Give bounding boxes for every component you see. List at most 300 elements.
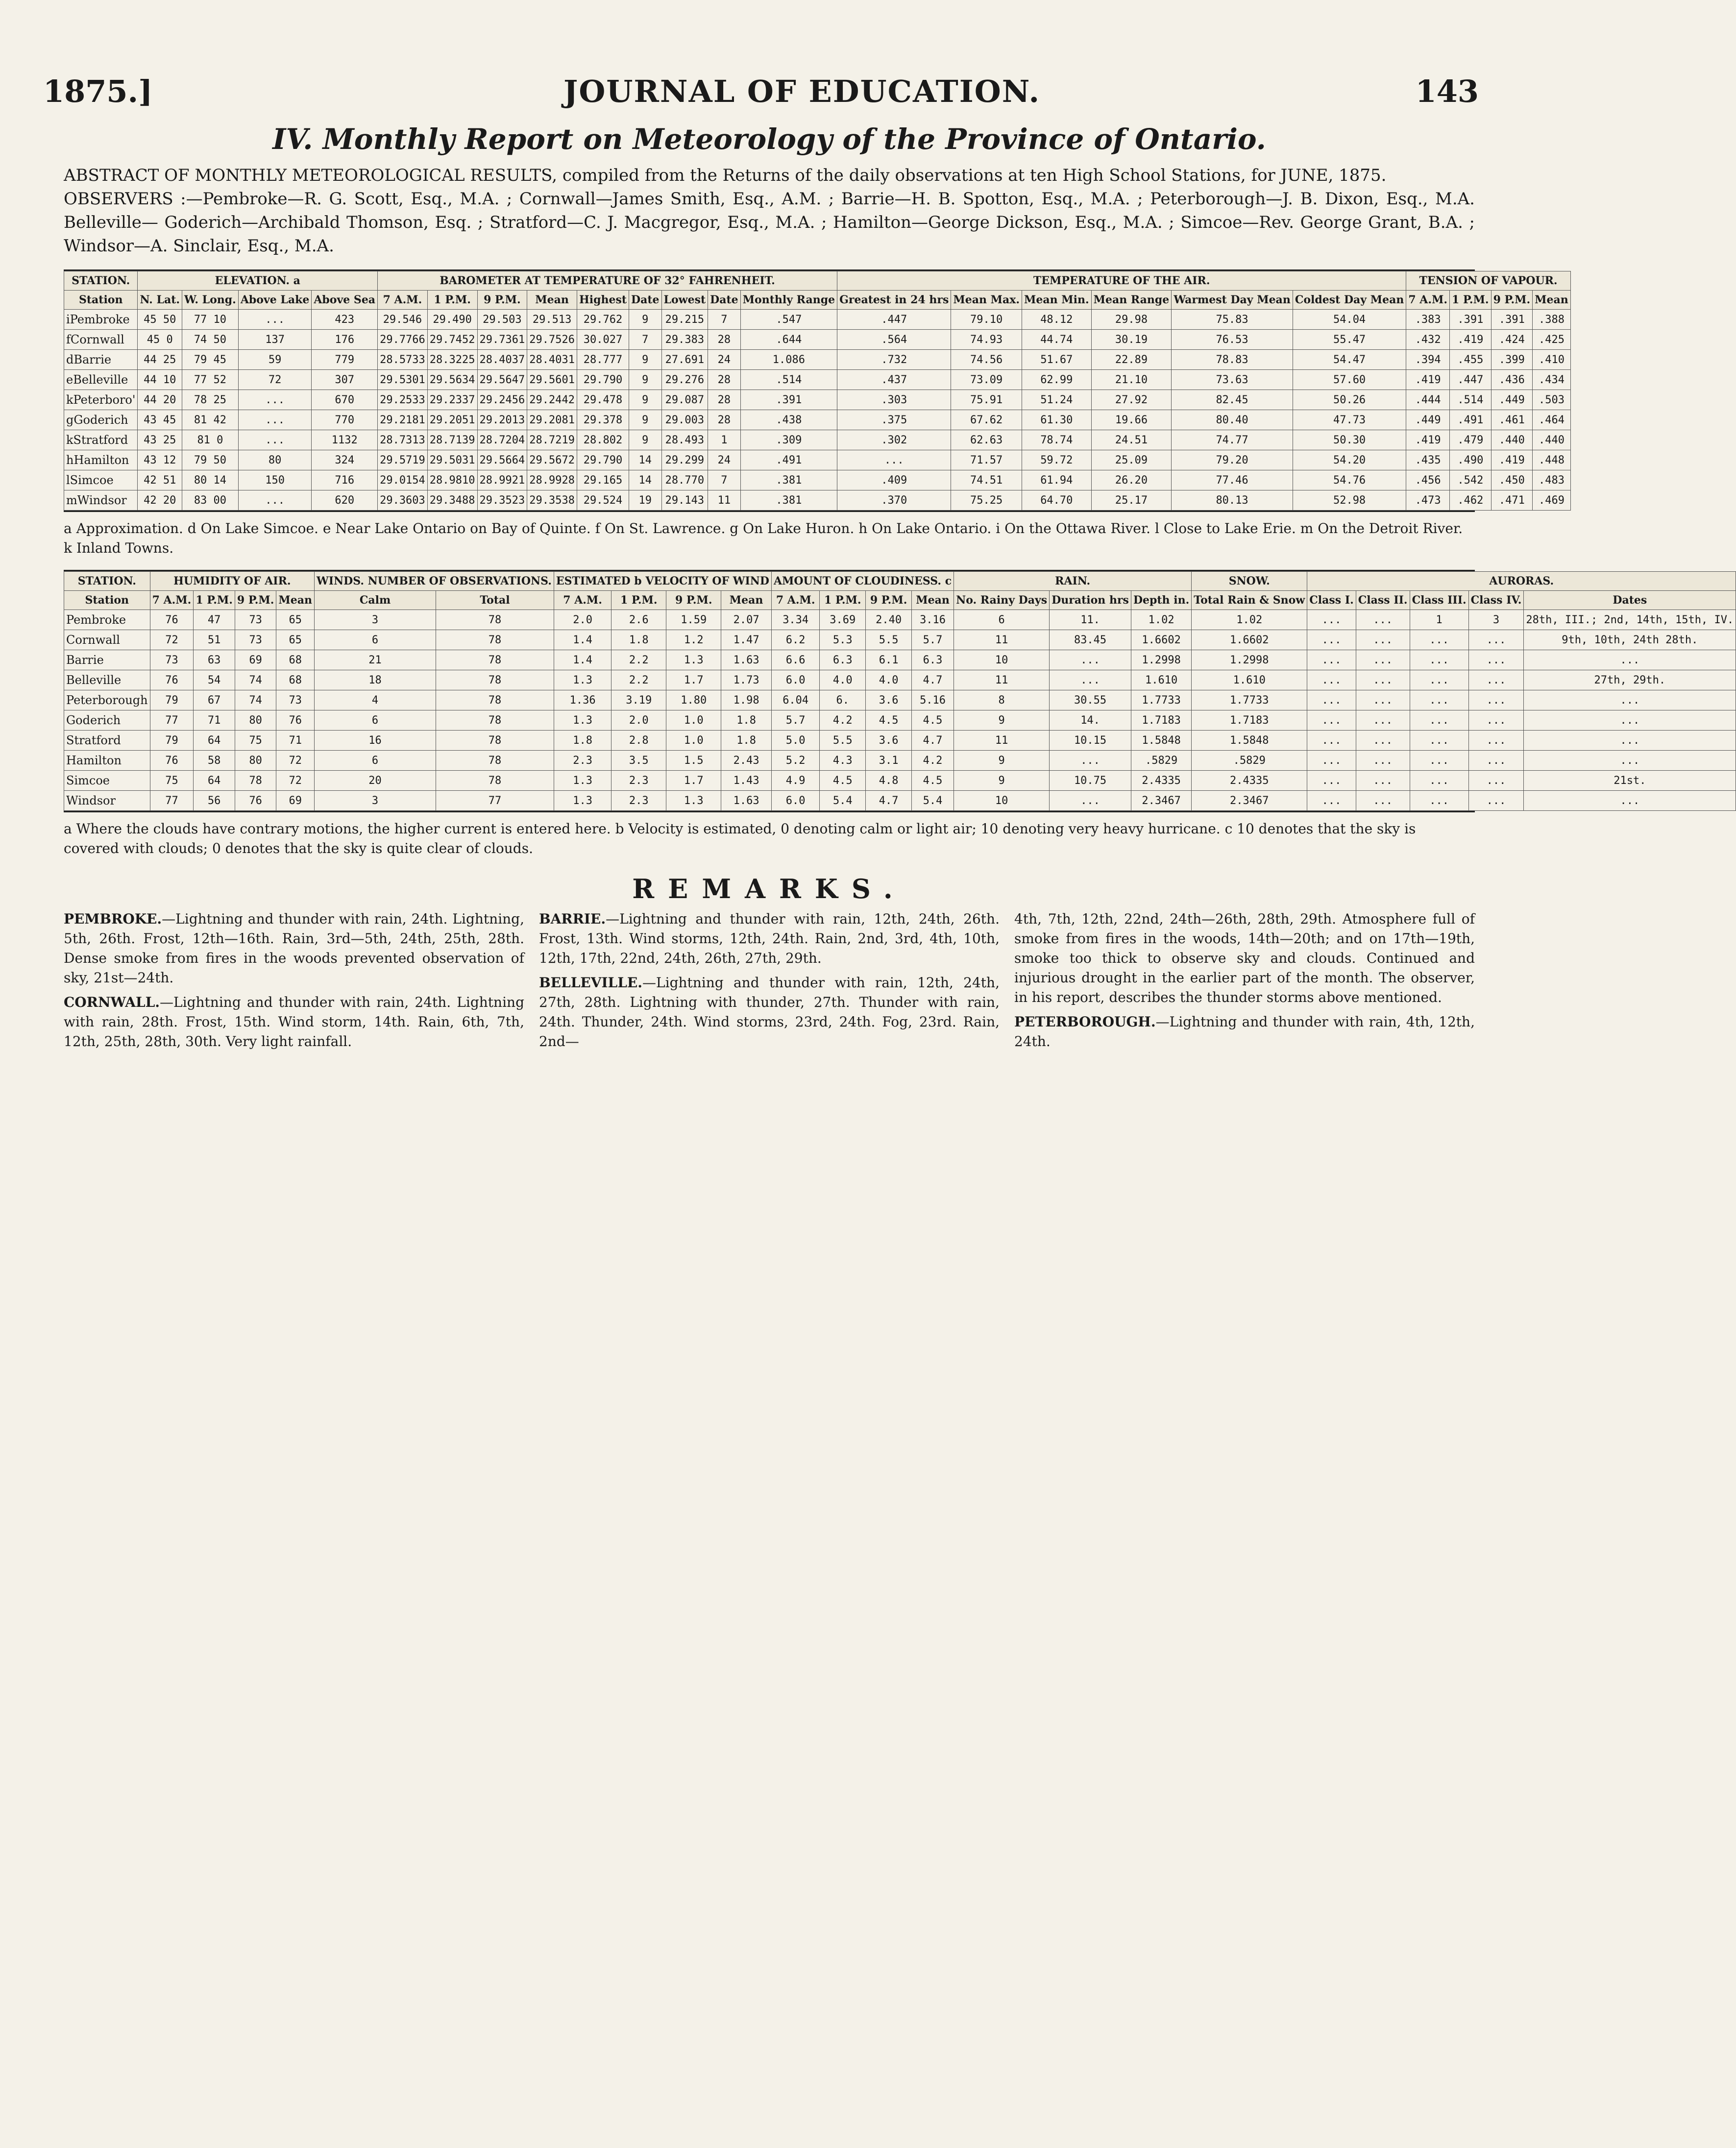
data-cell: .469 xyxy=(1533,490,1571,511)
data-cell: 1.0 xyxy=(666,710,721,731)
remarks-station-name: CORNWALL. xyxy=(64,994,160,1010)
data-cell: 82.45 xyxy=(1172,390,1293,410)
data-cell: 54.47 xyxy=(1293,350,1406,370)
data-cell: 3.19 xyxy=(611,690,666,710)
data-cell: 6 xyxy=(315,710,436,731)
table1-column-header: Date xyxy=(629,291,662,310)
data-cell: .419 xyxy=(1406,370,1450,390)
data-cell: ... xyxy=(1307,751,1356,771)
data-cell: 47.73 xyxy=(1293,410,1406,430)
data-cell: 11 xyxy=(708,490,741,511)
data-cell: 76 xyxy=(150,751,194,771)
table2-group-cloudiness: AMOUNT OF CLOUDINESS. c xyxy=(771,572,954,591)
data-cell: 76.53 xyxy=(1172,330,1293,350)
remarks-column-3 xyxy=(1014,909,1475,1056)
data-cell: 29.2442 xyxy=(527,390,577,410)
table2-column-header-row xyxy=(64,591,1736,610)
data-cell: 69 xyxy=(276,791,315,811)
remarks-station-name: PEMBROKE. xyxy=(64,911,162,927)
data-cell: 1.7 xyxy=(666,670,721,690)
data-cell: ... xyxy=(1410,650,1468,670)
data-cell: 29.3523 xyxy=(477,490,527,511)
table1-column-header: 1 P.M. xyxy=(427,291,477,310)
data-cell: ... xyxy=(1356,751,1410,771)
data-cell: ... xyxy=(1410,630,1468,650)
data-cell: .419 xyxy=(1406,430,1450,450)
table1-column-header: Highest xyxy=(577,291,629,310)
data-cell: .5829 xyxy=(1192,751,1307,771)
data-cell: .455 xyxy=(1450,350,1491,370)
data-cell: ... xyxy=(1307,710,1356,731)
table2-column-header: Dates xyxy=(1524,591,1736,610)
data-cell: 1.3 xyxy=(666,791,721,811)
table-row xyxy=(64,670,1736,690)
data-cell: 1.8 xyxy=(611,630,666,650)
table2-body xyxy=(64,610,1736,811)
data-cell: 770 xyxy=(312,410,378,430)
data-cell: 29.7526 xyxy=(527,330,577,350)
data-cell: 83 00 xyxy=(182,490,239,511)
table2-group-humidity: HUMIDITY OF AIR. xyxy=(150,572,314,591)
table-row xyxy=(64,470,1571,490)
table2-column-header: No. Rainy Days xyxy=(954,591,1050,610)
data-cell: 10 xyxy=(954,791,1050,811)
data-cell: ... xyxy=(1468,650,1524,670)
data-cell: 20 xyxy=(315,771,436,791)
data-cell: ... xyxy=(1410,791,1468,811)
table2-column-header: 9 P.M. xyxy=(235,591,276,610)
station-name-cell: Belleville xyxy=(64,670,150,690)
data-cell: 21 xyxy=(315,650,436,670)
data-cell: 1.2998 xyxy=(1131,650,1191,670)
data-cell: 2.3467 xyxy=(1192,791,1307,811)
data-cell: 78 xyxy=(436,690,554,710)
data-cell: .370 xyxy=(837,490,951,511)
data-cell: 1.7183 xyxy=(1192,710,1307,731)
table-row xyxy=(64,650,1736,670)
data-cell: 28 xyxy=(708,370,741,390)
data-cell: 64 xyxy=(194,731,235,751)
data-cell: 11 xyxy=(954,731,1050,751)
data-cell: .464 xyxy=(1533,410,1571,430)
remarks-column-1 xyxy=(64,909,524,1056)
data-cell: 6 xyxy=(315,630,436,650)
table-row xyxy=(64,350,1571,370)
data-cell: 29.98 xyxy=(1091,310,1172,330)
table1-column-header: Warmest Day Mean xyxy=(1172,291,1293,310)
data-cell: 29.7452 xyxy=(427,330,477,350)
data-cell: 64 xyxy=(194,771,235,791)
data-cell: 59.72 xyxy=(1022,450,1092,470)
data-cell: 81 42 xyxy=(182,410,239,430)
data-cell: 2.43 xyxy=(721,751,772,771)
data-cell: 16 xyxy=(315,731,436,751)
table-row xyxy=(64,450,1571,470)
meteorology-table-2 xyxy=(64,571,1736,811)
data-cell: 54.20 xyxy=(1293,450,1406,470)
data-cell: 78 xyxy=(436,751,554,771)
data-cell: 61.30 xyxy=(1022,410,1092,430)
data-cell: 65 xyxy=(276,630,315,650)
table1-group-station: STATION. xyxy=(64,271,138,291)
data-cell: .381 xyxy=(740,490,837,511)
data-cell: 80.13 xyxy=(1172,490,1293,511)
data-cell: .399 xyxy=(1491,350,1533,370)
station-name-cell: Goderich xyxy=(64,710,150,731)
data-cell: .434 xyxy=(1533,370,1571,390)
table-row xyxy=(64,430,1571,450)
data-cell: ... xyxy=(238,430,312,450)
data-cell: 29.3538 xyxy=(527,490,577,511)
data-cell: 67.62 xyxy=(951,410,1022,430)
table2-column-header: 1 P.M. xyxy=(611,591,666,610)
data-cell: .564 xyxy=(837,330,951,350)
data-cell: ... xyxy=(1307,771,1356,791)
data-cell: 6.6 xyxy=(771,650,819,670)
data-cell: ... xyxy=(1050,650,1131,670)
station-name-cell: kStratford xyxy=(64,430,138,450)
data-cell: 2.4335 xyxy=(1192,771,1307,791)
table1-column-header: Above Lake xyxy=(238,291,312,310)
table2-column-header: Total Rain & Snow xyxy=(1192,591,1307,610)
data-cell: .449 xyxy=(1491,390,1533,410)
table2-column-header: Class I. xyxy=(1307,591,1356,610)
data-cell: 1.3 xyxy=(666,650,721,670)
station-name-cell: Cornwall xyxy=(64,630,150,650)
data-cell: 9 xyxy=(629,390,662,410)
data-cell: 1132 xyxy=(312,430,378,450)
data-cell: 28.777 xyxy=(577,350,629,370)
data-cell: 4 xyxy=(315,690,436,710)
data-cell: .432 xyxy=(1406,330,1450,350)
data-cell: ... xyxy=(1524,710,1736,731)
data-cell: 78 xyxy=(436,771,554,791)
data-cell: 51.24 xyxy=(1022,390,1092,410)
data-cell: 3 xyxy=(315,791,436,811)
table2-column-header: Class III. xyxy=(1410,591,1468,610)
data-cell: 6. xyxy=(820,690,866,710)
data-cell: .547 xyxy=(740,310,837,330)
data-cell: .394 xyxy=(1406,350,1450,370)
data-cell: 77 xyxy=(150,710,194,731)
table1-group-header-row xyxy=(64,271,1571,291)
table2-column-header: Class II. xyxy=(1356,591,1410,610)
data-cell: 28.3225 xyxy=(427,350,477,370)
data-cell: 45 50 xyxy=(138,310,182,330)
data-cell: 6.0 xyxy=(771,791,819,811)
station-name-cell: Simcoe xyxy=(64,771,150,791)
table2-column-header: Calm xyxy=(315,591,436,610)
data-cell: 1.8 xyxy=(721,731,772,751)
data-cell: 78 xyxy=(235,771,276,791)
data-cell: .391 xyxy=(1491,310,1533,330)
data-cell: 69 xyxy=(235,650,276,670)
data-cell: .449 xyxy=(1406,410,1450,430)
station-name-cell: Pembroke xyxy=(64,610,150,630)
data-cell: 1.0 xyxy=(666,731,721,751)
data-cell: .440 xyxy=(1491,430,1533,450)
data-cell: 3.6 xyxy=(866,690,912,710)
data-cell: 4.5 xyxy=(866,710,912,731)
data-cell: 29.5031 xyxy=(427,450,477,470)
data-cell: ... xyxy=(1410,710,1468,731)
data-cell: 2.3 xyxy=(554,751,611,771)
data-cell: 73 xyxy=(235,610,276,630)
data-cell: 28 xyxy=(708,390,741,410)
data-cell: 21.10 xyxy=(1091,370,1172,390)
table-row xyxy=(64,690,1736,710)
data-cell: 1.3 xyxy=(554,771,611,791)
remarks-station-name: BELLEVILLE. xyxy=(539,975,643,991)
data-cell: 2.0 xyxy=(554,610,611,630)
data-cell: 73 xyxy=(150,650,194,670)
data-cell: 27.92 xyxy=(1091,390,1172,410)
data-cell: 79 45 xyxy=(182,350,239,370)
data-cell: 1.73 xyxy=(721,670,772,690)
data-cell: 74 50 xyxy=(182,330,239,350)
table-row xyxy=(64,390,1571,410)
table1-column-header: Lowest xyxy=(661,291,708,310)
data-cell: 54.04 xyxy=(1293,310,1406,330)
table2-column-header: Mean xyxy=(911,591,954,610)
data-cell: 29.003 xyxy=(661,410,708,430)
remarks-paragraph xyxy=(64,909,524,988)
data-cell: 75.83 xyxy=(1172,310,1293,330)
data-cell: 73.09 xyxy=(951,370,1022,390)
table2-column-header: 9 P.M. xyxy=(866,591,912,610)
data-cell: 10.75 xyxy=(1050,771,1131,791)
table1-column-header: Monthly Range xyxy=(740,291,837,310)
data-cell: 78 25 xyxy=(182,390,239,410)
data-cell: 670 xyxy=(312,390,378,410)
data-cell: ... xyxy=(1050,791,1131,811)
data-cell: 30.027 xyxy=(577,330,629,350)
data-cell: .424 xyxy=(1491,330,1533,350)
data-cell: 59 xyxy=(238,350,312,370)
remarks-text: —Lightning and thunder with rain, 4th, 12th, 24th. xyxy=(1014,1014,1475,1050)
data-cell: 29.5647 xyxy=(477,370,527,390)
data-cell: .5829 xyxy=(1131,751,1191,771)
section-title: IV. Monthly Report on Meteorology of the Province of Ontario. xyxy=(272,122,1266,156)
data-cell: 78 xyxy=(436,710,554,731)
data-cell: 3.5 xyxy=(611,751,666,771)
table-row xyxy=(64,310,1571,330)
data-cell: 1.7733 xyxy=(1192,690,1307,710)
data-cell: 76 xyxy=(276,710,315,731)
data-cell: .514 xyxy=(1450,390,1491,410)
table1-column-header: Date xyxy=(708,291,741,310)
data-cell: .462 xyxy=(1450,490,1491,511)
data-cell: 14 xyxy=(629,450,662,470)
data-cell: 27th, 29th. xyxy=(1524,670,1736,690)
data-cell: 9 xyxy=(954,771,1050,791)
data-cell: 9 xyxy=(954,751,1050,771)
data-cell: 150 xyxy=(238,470,312,490)
data-cell: 54 xyxy=(194,670,235,690)
data-cell: 74 xyxy=(235,690,276,710)
data-cell: 77 xyxy=(150,791,194,811)
data-cell: 78 xyxy=(436,670,554,690)
data-cell: .381 xyxy=(740,470,837,490)
data-cell: ... xyxy=(1468,751,1524,771)
data-cell: 42 20 xyxy=(138,490,182,511)
data-cell: 78 xyxy=(436,610,554,630)
data-cell: 29.299 xyxy=(661,450,708,470)
data-cell: 67 xyxy=(194,690,235,710)
data-cell: 2.3467 xyxy=(1131,791,1191,811)
data-cell: 19 xyxy=(629,490,662,511)
data-cell: 1.610 xyxy=(1131,670,1191,690)
data-cell: 44 10 xyxy=(138,370,182,390)
table-row xyxy=(64,731,1736,751)
data-cell: 80 xyxy=(235,751,276,771)
data-cell: 10 xyxy=(954,650,1050,670)
data-cell: 63 xyxy=(194,650,235,670)
data-cell: 65 xyxy=(276,610,315,630)
data-cell: 74.56 xyxy=(951,350,1022,370)
data-cell: 5.4 xyxy=(820,791,866,811)
meteorology-table-1 xyxy=(64,271,1571,511)
data-cell: 1.6602 xyxy=(1131,630,1191,650)
data-cell: 77 52 xyxy=(182,370,239,390)
data-cell: 5.7 xyxy=(911,630,954,650)
data-cell: 74.77 xyxy=(1172,430,1293,450)
data-cell: .483 xyxy=(1533,470,1571,490)
remarks-paragraph xyxy=(539,973,1000,1051)
remarks-text: —Lightning and thunder with rain, 24th. Lightning with rain, 28th. Frost, 15th. Wind storm, 14th. Rain, 6th, 7th, 12th, 25th, 28th, 30th. Very light rainfall. xyxy=(64,994,524,1050)
data-cell: 29.513 xyxy=(527,310,577,330)
table2-group-winds: WINDS. NUMBER OF OBSERVATIONS. xyxy=(315,572,554,591)
data-cell: 30.19 xyxy=(1091,330,1172,350)
data-cell: 9 xyxy=(629,370,662,390)
data-cell: ... xyxy=(1524,751,1736,771)
data-cell: 45 0 xyxy=(138,330,182,350)
remarks-column-2 xyxy=(539,909,1000,1056)
data-cell: ... xyxy=(1050,751,1131,771)
table1-group-temperature: TEMPERATURE OF THE AIR. xyxy=(837,271,1406,291)
data-cell: ... xyxy=(1307,670,1356,690)
remarks-paragraph xyxy=(64,993,524,1051)
data-cell: ... xyxy=(238,310,312,330)
data-cell: 4.8 xyxy=(866,771,912,791)
data-cell: 48.12 xyxy=(1022,310,1092,330)
data-cell: 1.8 xyxy=(554,731,611,751)
data-cell: ... xyxy=(1356,610,1410,630)
table1-column-header: 7 A.M. xyxy=(1406,291,1450,310)
data-cell: 22.89 xyxy=(1091,350,1172,370)
data-cell: 44 25 xyxy=(138,350,182,370)
data-cell: 1.80 xyxy=(666,690,721,710)
data-cell: .391 xyxy=(740,390,837,410)
page-content xyxy=(64,122,1734,2107)
data-cell: 73 xyxy=(276,690,315,710)
data-cell: .375 xyxy=(837,410,951,430)
data-cell: 75.91 xyxy=(951,390,1022,410)
data-cell: 74 xyxy=(235,670,276,690)
table2-column-header: Station xyxy=(64,591,150,610)
data-cell: 28.802 xyxy=(577,430,629,450)
data-cell: 25.17 xyxy=(1091,490,1172,511)
data-cell: ... xyxy=(1356,650,1410,670)
data-cell: 5.7 xyxy=(771,710,819,731)
data-cell: 1.5 xyxy=(666,751,721,771)
data-cell: 54.76 xyxy=(1293,470,1406,490)
data-cell: 79 xyxy=(150,690,194,710)
data-cell: ... xyxy=(1307,610,1356,630)
data-cell: 6 xyxy=(315,751,436,771)
data-cell: 4.7 xyxy=(911,670,954,690)
data-cell: 11 xyxy=(954,630,1050,650)
data-cell: 28.7313 xyxy=(378,430,428,450)
data-cell: 5.5 xyxy=(820,731,866,751)
data-cell: 1.63 xyxy=(721,791,772,811)
data-cell: 25.09 xyxy=(1091,450,1172,470)
data-cell: 28.7139 xyxy=(427,430,477,450)
data-cell: 1.02 xyxy=(1131,610,1191,630)
data-cell: 79.10 xyxy=(951,310,1022,330)
data-cell: 6.04 xyxy=(771,690,819,710)
table-row xyxy=(64,710,1736,731)
data-cell: 28.5733 xyxy=(378,350,428,370)
station-name-cell: mWindsor xyxy=(64,490,138,511)
station-name-cell: Stratford xyxy=(64,731,150,751)
data-cell: ... xyxy=(1050,670,1131,690)
table2-column-header: 7 A.M. xyxy=(554,591,611,610)
data-cell: .302 xyxy=(837,430,951,450)
meteorology-table-2-wrap xyxy=(64,570,1734,812)
data-cell: 1.7183 xyxy=(1131,710,1191,731)
table1-column-header: Mean Min. xyxy=(1022,291,1092,310)
station-name-cell: Peterborough xyxy=(64,690,150,710)
data-cell: 29.5601 xyxy=(527,370,577,390)
table2-group-header-row xyxy=(64,572,1736,591)
data-cell: ... xyxy=(1468,710,1524,731)
data-cell: ... xyxy=(1410,731,1468,751)
table2-column-header: 9 P.M. xyxy=(666,591,721,610)
data-cell: ... xyxy=(238,390,312,410)
data-cell: 29.2081 xyxy=(527,410,577,430)
data-cell: 3 xyxy=(315,610,436,630)
data-cell: 28.9928 xyxy=(527,470,577,490)
data-cell: 9 xyxy=(629,350,662,370)
data-cell: 61.94 xyxy=(1022,470,1092,490)
data-cell: .303 xyxy=(837,390,951,410)
table-row xyxy=(64,490,1571,511)
data-cell: 4.0 xyxy=(820,670,866,690)
data-cell: 29.2456 xyxy=(477,390,527,410)
data-cell: 29.5672 xyxy=(527,450,577,470)
data-cell: 1.2998 xyxy=(1192,650,1307,670)
data-cell: ... xyxy=(1524,650,1736,670)
data-cell: 11 xyxy=(954,670,1050,690)
data-cell: 62.63 xyxy=(951,430,1022,450)
data-cell: 620 xyxy=(312,490,378,511)
meteorology-table-1-wrap xyxy=(64,269,1568,512)
data-cell: 28.9810 xyxy=(427,470,477,490)
data-cell: ... xyxy=(837,450,951,470)
data-cell: 47 xyxy=(194,610,235,630)
station-name-cell: kPeterboro' xyxy=(64,390,138,410)
table1-column-header: Above Sea xyxy=(312,291,378,310)
data-cell: ... xyxy=(1356,771,1410,791)
data-cell: 29.490 xyxy=(427,310,477,330)
data-cell: 29.087 xyxy=(661,390,708,410)
data-cell: 28 xyxy=(708,410,741,430)
data-cell: .473 xyxy=(1406,490,1450,511)
data-cell: 11. xyxy=(1050,610,1131,630)
data-cell: ... xyxy=(1356,670,1410,690)
data-cell: 2.4335 xyxy=(1131,771,1191,791)
